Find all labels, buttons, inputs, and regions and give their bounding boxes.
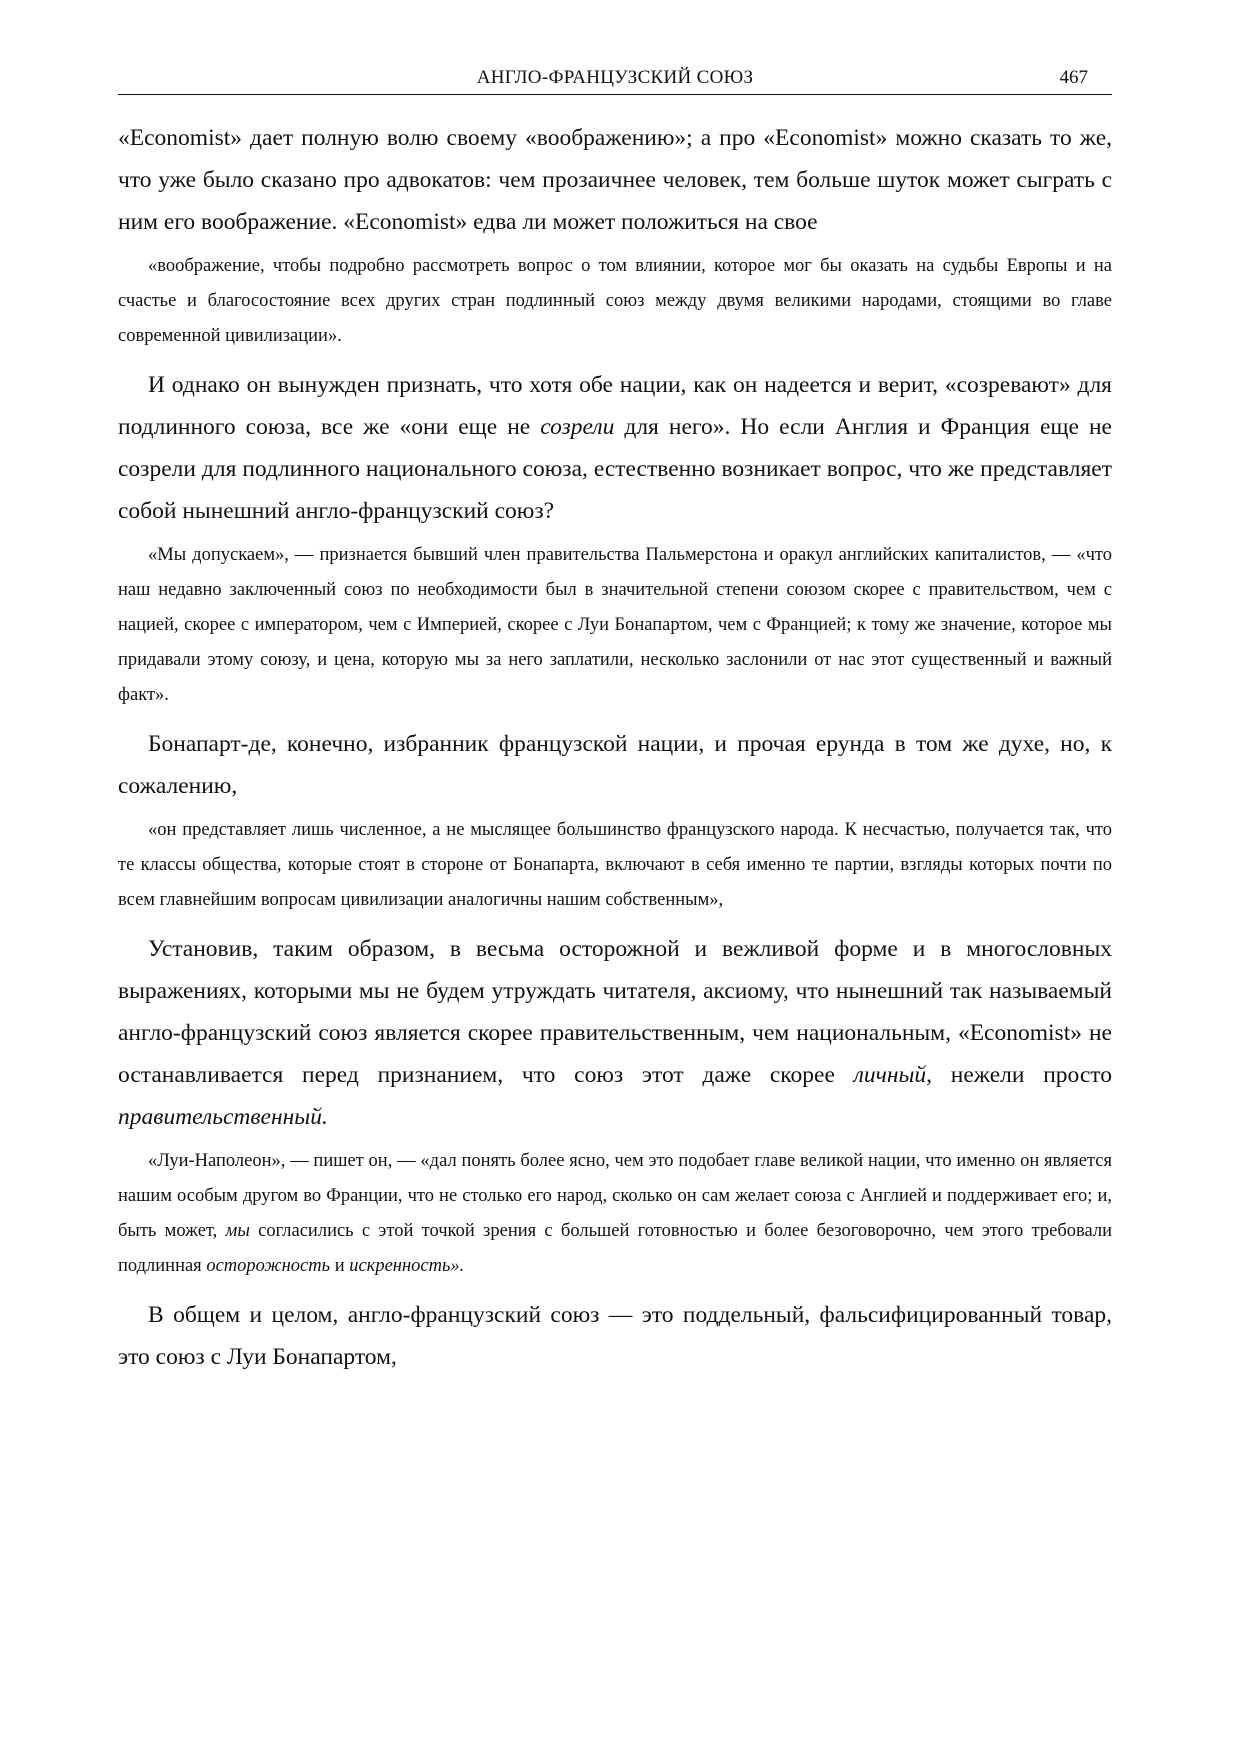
quotation-4 bbox=[118, 1144, 1112, 1284]
paragraph-4-part-b: нежели просто bbox=[932, 1062, 1112, 1088]
paragraph-4-emphasis-2: правительственный. bbox=[118, 1104, 328, 1130]
paragraph-2-emphasis: созрели bbox=[540, 414, 615, 440]
quotation-4-emphasis-1: мы bbox=[225, 1221, 250, 1241]
paragraph-4-emphasis-1: личный, bbox=[853, 1062, 933, 1088]
paragraph-2 bbox=[118, 364, 1112, 532]
running-title: АНГЛО-ФРАНЦУЗСКИЙ СОЮЗ bbox=[476, 67, 754, 88]
paragraph-3: Бонапарт-де, конечно, избранник французской нации, и прочая ерунда в том же духе, но, к сожалению, bbox=[118, 731, 1112, 799]
running-header bbox=[118, 66, 1112, 95]
paragraph-4-part-a: Установив, таким образом, в весьма осторожной и вежливой форме и в многословных выражениях, которыми мы не будем утруждать читателя, аксиому, что нынешний так называемый англо-французский союз является скорее правительственным, чем национальным, «Economist» не останавливается перед признанием, что союз этот даже скорее bbox=[118, 936, 1112, 1088]
quotation-4-emphasis-2: осторожность bbox=[206, 1256, 331, 1276]
quotation-4-part-b: согласились с этой точкой зрения с большей готовностью и более безоговорочно, чем этого требовали подлинная bbox=[118, 1221, 1112, 1276]
paragraph-1: «Economist» дает полную волю своему «воображению»; а про «Economist» можно сказать то же, что уже было сказано про адвокатов: чем прозаичнее человек, тем больше шуток может сыграть с ним его воображение. «Economist» едва ли может положиться на свое bbox=[118, 125, 1112, 235]
quotation-1: «воображение, чтобы подробно рассмотреть вопрос о том влиянии, которое мог бы оказать на судьбы Европы и на счастье и благосостояние всех других стран подлинный союз между двумя великими народами, стоящими во главе современной цивилизации». bbox=[118, 256, 1112, 346]
paragraph-5: В общем и целом, англо-французский союз — это поддельный, фальсифицированный товар, это союз с Луи Бонапартом, bbox=[118, 1302, 1112, 1370]
quotation-4-emphasis-3: искренность». bbox=[349, 1256, 465, 1276]
quotation-4-part-a: «Луи-Наполеон», — пишет он, — «дал понять более ясно, чем это подобает главе великой нации, что именно он является нашим особым другом во Франции, что не столько его народ, сколько он сам желает союза с Англией и поддерживает его; и, быть может, bbox=[118, 1151, 1112, 1241]
paragraph-4 bbox=[118, 928, 1112, 1138]
page-number: 467 bbox=[1059, 67, 1088, 88]
document-page bbox=[118, 66, 1112, 1378]
body-text bbox=[118, 117, 1112, 1378]
quotation-3: «он представляет лишь численное, а не мыслящее большинство французского народа. К несчастью, получается так, что те классы общества, которые стоят в стороне от Бонапарта, включают в себя именно те партии, взгляды которых почти по всем главнейшим вопросам цивилизации аналогичны нашим собственным», bbox=[118, 820, 1112, 910]
paragraph-2-part-a: И однако он вынужден признать, что хотя обе нации, как он надеется и верит, «созревают» для подлинного союза, все же «они еще не bbox=[118, 372, 1112, 440]
paragraph-2-part-b: для него». Но если Англия и Франция еще не созрели для подлинного национального союза, естественно возникает вопрос, что же представляет собой нынешний англо-французский союз? bbox=[118, 414, 1112, 524]
quotation-4-part-c: и bbox=[330, 1256, 350, 1276]
quotation-2: «Мы допускаем», — признается бывший член правительства Пальмерстона и оракул английских капиталистов, — «что наш недавно заключенный союз по необходимости был в значительной степени союзом скорее с правительством, чем с нацией, скорее с императором, чем с Империей, скорее с Луи Бонапартом, чем с Францией; к тому же значение, которое мы придавали этому союзу, и цена, которую мы за него заплатили, несколько заслонили от нас этот существенный и важный факт». bbox=[118, 545, 1112, 705]
